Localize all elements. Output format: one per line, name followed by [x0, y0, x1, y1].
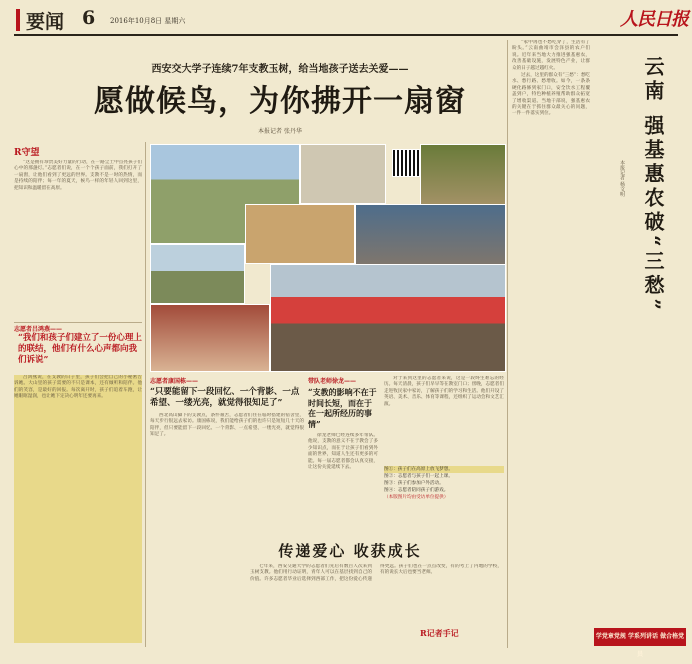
caption-item: 图②：志愿者与孩子们一起上课。 — [384, 474, 453, 479]
photo-credit: （本版图片均由受访单位提供） — [384, 495, 449, 500]
subsection-body — [308, 433, 378, 553]
header-rule — [14, 34, 678, 36]
volunteer-quote: “我们和孩子们建立了一份心理上的联结，他们有什么心声都向我们诉说” — [18, 333, 142, 365]
section-marker — [16, 9, 20, 31]
photo-group-portrait — [270, 264, 506, 372]
commentary-paragraph: “这是拥有珍贵美好力量的行动，在一路尘土中点亮孩子们心中的那盏灯。”志愿者们说，在一个个孩子面前，我们打开了一扇窗，让他们看到了更远的世界。支教不是一时的热情，而是持续的陪伴；每一年的夏天，候鸟一样的年轻人回到这里，把知识和温暖留在高原。 — [14, 160, 142, 191]
commentary-paragraph-2: 吕鸿燕说，在支教的日子里，孩子们会把自己的小秘密告诉她。大山里的孩子需要的不只是课本，还有倾听和陪伴。他们的笑容，是最好的回报。每次离开时，孩子们追着车跑，让她眼眶湿润，也让她下定决心明年还要再来。 — [14, 375, 142, 400]
caption-item: 图①：孩子们在高原上放飞梦想。 — [384, 466, 504, 473]
subsection-paragraph: 徐龙老师已经连续多年带队。他说，支教的意义不在于教会了多少知识点，而在于让孩子们看到外面的世界，知道人生还有更多的可能。每一届志愿者都会认真交接，让这份关爱延续下去。 — [308, 433, 378, 471]
main-paragraph: 对于来到这里的志愿者来说，这是一段终生难忘的经历。每天清晨，孩子们早早等在教室门口；傍晚，志愿者们走进牧民家中家访，了解孩子们的学习和生活。他们开设了英语、美术、音乐、体育等课程，还组织了运动会和文艺汇演。 — [384, 376, 504, 407]
sub-paragraph: 七年来，西安交通大学的志愿者们先后有数百人次来到玉树支教。他们用行动证明，青年人可以在基层找到自己的价值。许多志愿者毕业后选择到西部工作，把这份爱心传递得更远。孩子们也在一点点改变，有的考上了内地的学校，有的说长大后也要当老师。 — [250, 564, 502, 582]
photo-tent-class — [245, 204, 355, 264]
photo-mountain-group — [150, 244, 245, 304]
subsection-label: 志愿者康国栋—— — [150, 378, 199, 385]
lead-byline: 本报记者 张丹华 — [258, 128, 302, 135]
volunteer-name: 志愿者吕鸿燕—— — [14, 326, 63, 333]
right-byline: 本报记者 杨文明 — [619, 160, 625, 197]
header-bar — [0, 0, 692, 42]
right-paragraph: 过去，这里的群众有“三愁”：愁吃水、愁行路、愁增收。如今，一条条硬化路修到家门口，安全饮水工程覆盖到户，特色种植养殖帮助群众拓宽了增收渠道。当地干部说，强基惠农的关键在于抓住群众最关心的问题，一件一件落实到位。 — [512, 73, 590, 117]
right-headline: 云南 强基惠农破“三愁” — [641, 56, 665, 314]
section-title: 要闻 — [26, 11, 65, 33]
subsection-quote: “只要能留下一段回忆、一个背影、一点希望、一缕光亮，就觉得很知足了” — [150, 387, 300, 408]
page-number: 6 — [82, 7, 96, 29]
right-paragraph: “家中再也不愁吃穿了，生活有了盼头。”云南曲靖市会泽县的农户们说。近年来当地大力推进强基惠农，改善基础设施，发展特色产业，让群众的日子越过越红火。 — [512, 40, 590, 71]
subsection-label: 带队老师徐龙—— — [308, 378, 357, 385]
party-slogan-banner: 学党章党规 学系列讲话 做合格党员 — [594, 628, 686, 646]
sub-heading: 传递爱心 收获成长 — [278, 542, 422, 560]
lead-kicker: 西安交大学子连续7年支教玉树，给当地孩子送去关爱—— — [151, 64, 409, 75]
commentary-tag: R守望 — [14, 148, 40, 158]
sub-body — [250, 564, 502, 644]
col-divider-2 — [507, 40, 508, 648]
photo-classroom-board — [300, 144, 386, 204]
subsection-quote: “支教的影响不在于时间长短，而在于在一起所经历的事情” — [308, 387, 377, 429]
col-divider-1 — [145, 142, 146, 647]
photo-classroom-students — [150, 304, 270, 372]
qr-code — [392, 149, 420, 177]
reporter-tag: R记者手记 — [420, 628, 459, 638]
photo-collage — [150, 144, 506, 372]
right-news-body — [512, 40, 590, 640]
masthead-logo: 人民日报 — [620, 9, 688, 30]
commentary-body — [14, 160, 142, 320]
issue-date: 2016年10月8日 星期六 — [110, 17, 186, 25]
subsection-body — [150, 413, 304, 553]
commentary-divider — [14, 322, 142, 323]
photo-captions — [384, 466, 504, 501]
caption-item: 图③：孩子们参加户外活动。 — [384, 481, 444, 486]
commentary-body-2 — [14, 375, 142, 643]
caption-item: 图④：志愿者陪同孩子们游戏。 — [384, 488, 449, 493]
lead-headline: 愿做候鸟，为你拂开一扇窗 — [94, 84, 466, 119]
main-body — [384, 376, 504, 462]
subsection-paragraph: 西北高山脚下的支教点，条件艰苦，志愿者们住在临时搭建的宿舍里，每天步行很远去家访。康国栋说，我们能给孩子们的也许只是短短几十天的陪伴，但只要能留下一段回忆、一个背影、一点希望、一缕光亮，就觉得很知足了。 — [150, 413, 304, 438]
